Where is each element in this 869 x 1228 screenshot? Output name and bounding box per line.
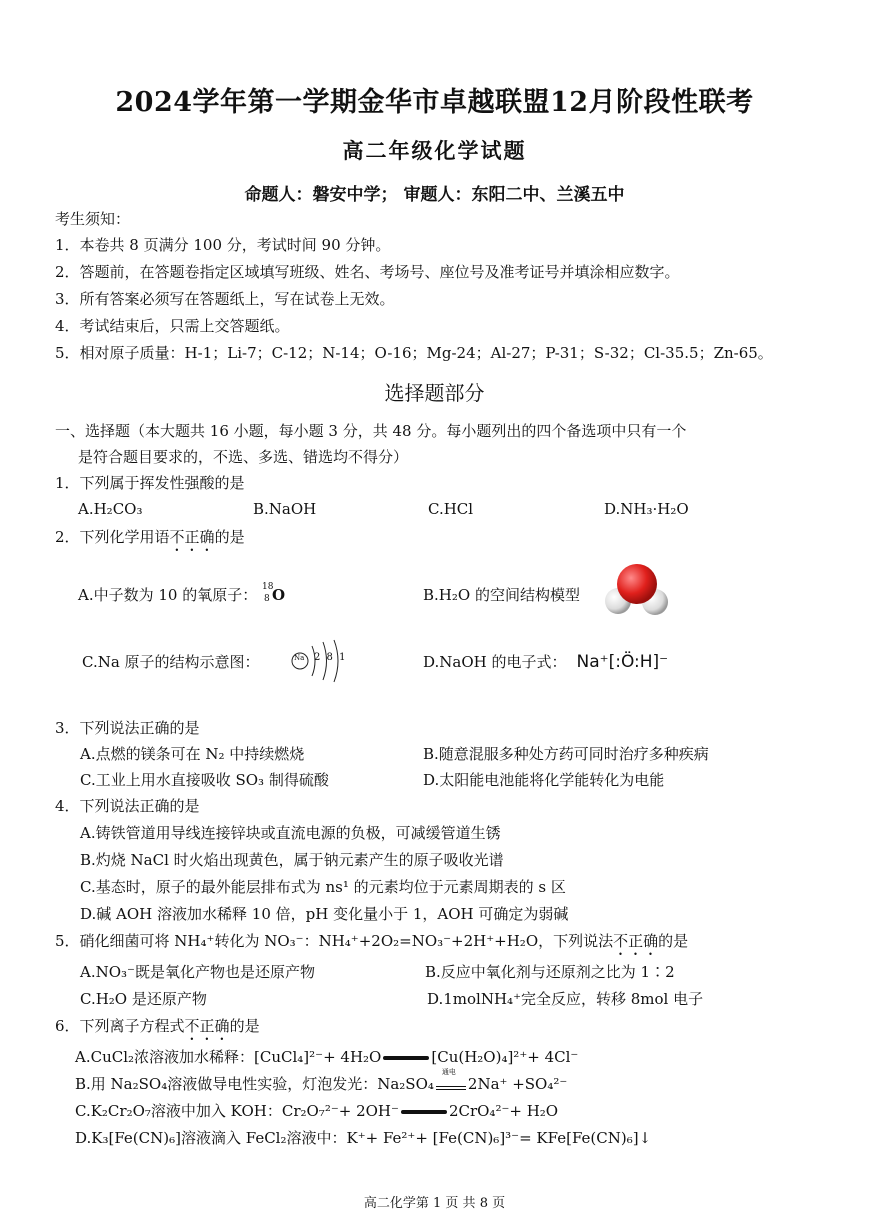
notice-item-5: 5．相对原子质量：H-1；Li-7；C-12；N-14；O-16；Mg-24；Al-27；P-31；S-32；Cl-35.5；Zn-65。 bbox=[55, 344, 773, 362]
q4-option-b: B.灼烧 NaCl 时火焰出现黄色，属于钠元素产生的原子吸收光谱 bbox=[80, 851, 504, 869]
q5-option-a: A.NO₃⁻既是氧化产物也是还原产物 bbox=[80, 963, 315, 981]
q4-option-c: C.基态时，原子的最外能层排布式为 ns¹ 的元素均位于元素周期表的 s 区 bbox=[80, 878, 566, 896]
notice-item-4: 4．考试结束后，只需上交答题纸。 bbox=[55, 317, 290, 335]
q5-stem: 5．硝化细菌可将 NH₄⁺转化为 NO₃⁻：NH₄⁺+2O₂=NO₃⁻+2H⁺+H₂O，下列说法不正确的是 bbox=[55, 932, 689, 950]
q2-option-c: C.Na 原子的结构示意图： bbox=[82, 653, 260, 671]
section-title: 选择题部分 bbox=[384, 381, 485, 405]
q1-stem: 1．下列属于挥发性强酸的是 bbox=[55, 474, 245, 492]
q2-option-b: B.H₂O 的空间结构模型 bbox=[423, 586, 580, 604]
q5-option-c: C.H₂O 是还原产物 bbox=[80, 990, 207, 1008]
q2-option-a: A.中子数为 10 的氧原子： 18 8 O bbox=[78, 582, 286, 604]
q3-option-a: A.点燃的镁条可在 N₂ 中持续燃烧 bbox=[80, 745, 305, 763]
water-molecule-model-icon bbox=[603, 562, 673, 620]
q2-stem: 2．下列化学用语不正确的是 bbox=[55, 528, 245, 546]
q1-option-a: A.H₂CO₃ bbox=[78, 500, 143, 518]
isotope-notation: 18 8 O bbox=[262, 582, 286, 604]
notice-heading: 考生须知： bbox=[55, 210, 131, 228]
q2-option-d: D.NaOH 的电子式： Na⁺[:Ö:H]⁻ bbox=[423, 652, 669, 672]
q1-option-b: B.NaOH bbox=[253, 500, 317, 518]
section-intro-line2: 是符合题目要求的，不选、多选、错选均不得分） bbox=[78, 448, 409, 466]
q4-option-d: D.碱 AOH 溶液加水稀释 10 倍，pH 变化量小于 1，AOH 可确定为弱碱 bbox=[80, 905, 569, 923]
sodium-shell-counts: 2 8 1 bbox=[314, 652, 346, 663]
q3-option-d: D.太阳能电池能将化学能转化为电能 bbox=[423, 771, 665, 789]
sodium-nucleus-label: Na bbox=[294, 654, 305, 662]
exam-authors: 命题人：磐安中学； 审题人：东阳二中、兰溪五中 bbox=[244, 185, 625, 205]
q5-option-b: B.反应中氧化剂与还原剂之比为 1∶2 bbox=[425, 963, 675, 981]
q4-stem: 4．下列说法正确的是 bbox=[55, 797, 200, 815]
q3-stem: 3．下列说法正确的是 bbox=[55, 719, 200, 737]
notice-item-3: 3．所有答案必须写在答题纸上，写在试卷上无效。 bbox=[55, 290, 395, 308]
q6-option-c: C.K₂Cr₂O₇溶液中加入 KOH：Cr₂O₇²⁻+ 2OH⁻ 2CrO₄²⁻+ H₂O bbox=[75, 1102, 559, 1120]
equilibrium-arrow bbox=[383, 1056, 429, 1060]
exam-subtitle: 高二年级化学试题 bbox=[342, 138, 527, 163]
naoh-electron-formula: Na⁺[:Ö:H]⁻ bbox=[576, 652, 669, 672]
section-intro-line1: 一、选择题（本大题共 16 小题，每小题 3 分，共 48 分。每小题列出的四个备选项中只有一个 bbox=[55, 422, 687, 440]
q6-option-d: D.K₃[Fe(CN)₆]溶液滴入 FeCl₂溶液中：K⁺+ Fe²⁺+ [Fe(CN)₆]³⁻= KFe[Fe(CN)₆]↓ bbox=[75, 1129, 652, 1147]
page-footer: 高二化学第 1 页 共 8 页 bbox=[363, 1196, 506, 1211]
notice-item-1: 1．本卷共 8 页满分 100 分，考试时间 90 分钟。 bbox=[55, 236, 391, 254]
q1-option-d: D.NH₃·H₂O bbox=[604, 500, 689, 518]
q6-stem: 6．下列离子方程式不正确的是 bbox=[55, 1017, 260, 1035]
q1-option-c: C.HCl bbox=[428, 500, 474, 518]
q5-option-d: D.1molNH₄⁺完全反应，转移 8mol 电子 bbox=[427, 990, 704, 1008]
equilibrium-arrow bbox=[401, 1110, 447, 1114]
q3-option-b: B.随意混服多种处方药可同时治疗多种疾病 bbox=[423, 745, 709, 763]
exam-title: 2024学年第一学期金华市卓越联盟12月阶段性联考 bbox=[115, 87, 754, 118]
q6-option-a: A.CuCl₂浓溶液加水稀释：[CuCl₄]²⁻+ 4H₂O [Cu(H₂O)₄]²⁺+ 4Cl⁻ bbox=[75, 1048, 579, 1066]
q3-option-c: C.工业上用水直接吸收 SO₃ 制得硫酸 bbox=[80, 771, 329, 789]
notice-item-2: 2．答题前，在答题卷指定区域填写班级、姓名、考场号、座位号及准考证号并填涂相应数字。 bbox=[55, 263, 680, 281]
q6-option-b: B.用 Na₂SO₄溶液做导电性实验，灯泡发光：Na₂SO₄ 通电 2Na⁺ +SO₄²⁻ bbox=[75, 1068, 568, 1093]
q4-option-a: A.铸铁管道用导线连接锌块或直流电源的负极，可减缓管道生锈 bbox=[80, 824, 501, 842]
